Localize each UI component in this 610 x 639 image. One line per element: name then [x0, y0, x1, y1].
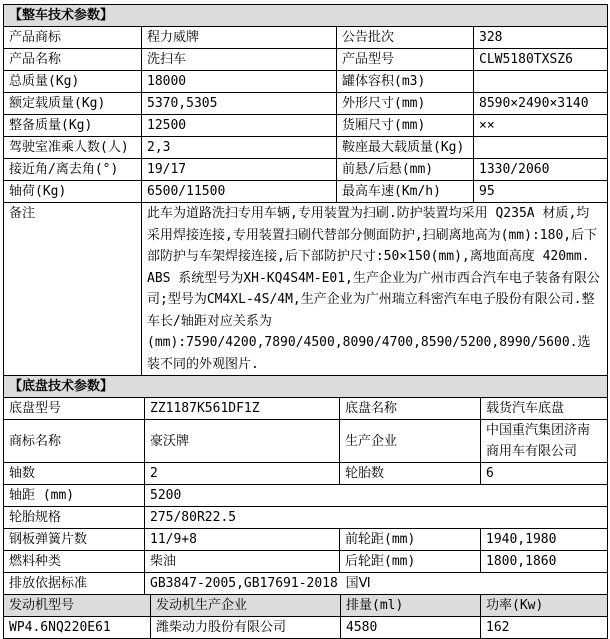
table-row: [4, 507, 608, 529]
param-label: 排放依据标准: [4, 573, 145, 595]
table-row: [4, 463, 608, 485]
param-label: 后轮距(mm): [340, 551, 481, 573]
param-value: 中国重汽集团济南商用车有限公司: [481, 420, 608, 463]
param-label: 整备质量(Kg): [4, 115, 142, 137]
table-row: [4, 71, 608, 93]
table-row: [4, 181, 608, 203]
param-label: 产品名称: [4, 49, 142, 71]
param-value: 18000: [142, 71, 337, 93]
table-row: [4, 398, 608, 420]
table-row: [4, 573, 608, 595]
table-row: [4, 551, 608, 573]
param-label: 最高车速(Km/h): [337, 181, 474, 203]
param-label: 燃料种类: [4, 551, 145, 573]
param-value: CLW5180TXSZ6: [474, 49, 608, 71]
table-row: [4, 27, 608, 49]
param-value: [474, 137, 608, 159]
param-value: [474, 71, 608, 93]
param-label: 鞍座最大载质量(Kg): [337, 137, 474, 159]
param-label: 公告批次: [337, 27, 474, 49]
param-value: 5200: [145, 485, 608, 507]
param-value: 柴油: [145, 551, 340, 573]
param-label: 额定载质量(Kg): [4, 93, 142, 115]
engine-col-header: 发动机型号: [4, 595, 151, 617]
param-label: 驾驶室准乘人数(人): [4, 137, 142, 159]
param-value: ××: [474, 115, 608, 137]
param-value: 328: [474, 27, 608, 49]
table-row: [4, 420, 608, 463]
param-value: 豪沃牌: [145, 420, 340, 463]
table-row: [4, 115, 608, 137]
param-value: 1330/2060: [474, 159, 608, 181]
engine-manufacturer-value: 潍柴动力股份有限公司: [151, 617, 341, 639]
table-row: [4, 137, 608, 159]
engine-col-header: 发动机生产企业: [151, 595, 341, 617]
param-value: 2: [145, 463, 340, 485]
param-label: 货厢尺寸(mm): [337, 115, 474, 137]
param-label: 底盘名称: [340, 398, 481, 420]
param-label: 外形尺寸(mm): [337, 93, 474, 115]
param-value: 275/80R22.5: [145, 507, 608, 529]
engine-col-header: 功率(Kw): [481, 595, 608, 617]
param-value: 6500/11500: [142, 181, 337, 203]
param-label: 前悬/后悬(mm): [337, 159, 474, 181]
table-row: [4, 49, 608, 71]
param-label: 钢板弹簧片数: [4, 529, 145, 551]
param-value: 程力威牌: [142, 27, 337, 49]
table-row: [4, 529, 608, 551]
engine-params-table: [3, 594, 608, 639]
chassis-section-title: 【底盘技术参数】: [4, 376, 608, 398]
param-label: 产品型号: [337, 49, 474, 71]
param-label: 商标名称: [4, 420, 145, 463]
param-value: 19/17: [142, 159, 337, 181]
param-label: 接近角/离去角(°): [4, 159, 142, 181]
param-label: 前轮距(mm): [340, 529, 481, 551]
table-row: [4, 159, 608, 181]
param-value: 95: [474, 181, 608, 203]
remark-row: [4, 203, 608, 376]
table-row: [4, 485, 608, 507]
param-label: 轴距 (mm): [4, 485, 145, 507]
param-value: 11/9+8: [145, 529, 340, 551]
param-value: ZZ1187K561DF1Z: [145, 398, 340, 420]
param-label: 轴数: [4, 463, 145, 485]
remark-label: 备注: [4, 203, 142, 376]
vehicle-params-table: [3, 4, 608, 376]
chassis-params-table: [3, 375, 608, 595]
param-value: 2,3: [142, 137, 337, 159]
param-value: 载货汽车底盘: [481, 398, 608, 420]
param-label: 总质量(Kg): [4, 71, 142, 93]
param-value: 洗扫车: [142, 49, 337, 71]
engine-power-value: 162: [481, 617, 608, 639]
vehicle-section-title: 【整车技术参数】: [4, 5, 608, 27]
param-label: 罐体容积(m3): [337, 71, 474, 93]
remark-text: 此车为道路洗扫专用车辆,专用装置为扫刷.防护装置均采用 Q235A 材质,均采用焊接连接,专用装置扫刷代替部分侧面防护,扫刷离地高为(mm):180,后下部防护与车架焊接连接,后下部防护尺寸:50×150(mm),离地面高度 420mm. ABS 系统型号为XH-KQ4S4M-E01,生产企业为广州市西合汽车电子装备有限公司;型号为CM4XL-4S/4M,生产企业为广州瑞立科密汽车电子股份有限公司.整车长/轴距对应关系为(mm):7590/4200,7890/4500,8090/4700,8590/5200,8990/5600.选装不同的外观图片.: [142, 203, 608, 376]
param-label: 轮胎数: [340, 463, 481, 485]
param-value: GB3847-2005,GB17691-2018 国Ⅵ: [145, 573, 608, 595]
param-value: 6: [481, 463, 608, 485]
table-row: [4, 93, 608, 115]
param-label: 轴荷(Kg): [4, 181, 142, 203]
engine-model-value: WP4.6NQ220E61: [4, 617, 151, 639]
engine-data-row: [4, 617, 608, 639]
param-label: 底盘型号: [4, 398, 145, 420]
param-value: 1940,1980: [481, 529, 608, 551]
param-value: 12500: [142, 115, 337, 137]
param-label: 产品商标: [4, 27, 142, 49]
param-value: 8590×2490×3140: [474, 93, 608, 115]
param-label: 生产企业: [340, 420, 481, 463]
engine-displacement-value: 4580: [341, 617, 481, 639]
engine-header-row: [4, 595, 608, 617]
param-value: 1800,1860: [481, 551, 608, 573]
param-value: 5370,5305: [142, 93, 337, 115]
engine-col-header: 排量(ml): [341, 595, 481, 617]
param-label: 轮胎规格: [4, 507, 145, 529]
